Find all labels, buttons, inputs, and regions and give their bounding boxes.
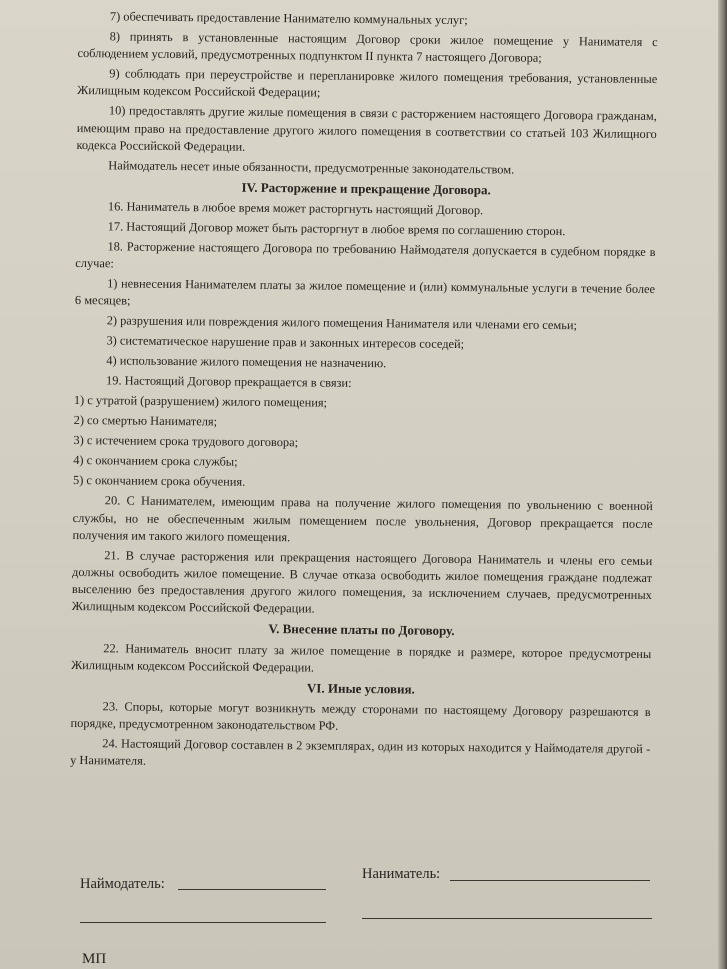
clause-18-4: 4) использование жилого помещения не назначению. — [106, 353, 387, 371]
landlord-signature-label: Наймодатель: — [80, 876, 165, 892]
clause-19-4: 4) с окончанием срока службы; — [73, 453, 238, 470]
contract-text — [70, 8, 658, 778]
clause-19-2: 2) со смертью Нанимателя; — [73, 413, 218, 429]
page-edge-shadow — [718, 0, 727, 969]
clause-7: 7) обеспечивать предоставление Нанимателю коммунальных услуг; — [109, 9, 468, 28]
clause-19: 19. Настоящий Договор прекращается в связи: — [106, 373, 352, 391]
clause-18-1: 1) невнесения Нанимателем платы за жилое помещение и (или) коммунальные услуги в течение более 6 месяцев; — [74, 276, 656, 308]
clause-20: 20. С Нанимателем, имеющим права на получение жилого помещения по увольнению с военной службы, но не обеспеченным жилым помещением после увольнения, Договор прекращается после получения им такого жилого помещения. — [72, 493, 653, 545]
clause-18: 18. Расторжение настоящего Договора по требованию Наймодателя допускается в судебном порядке в случае: — [75, 239, 656, 271]
clause-22: 22. Наниматель вносит плату за жилое помещение в порядке и размере, которое предусмотрены Жилищным кодексом Российской Федерации. — [71, 640, 652, 675]
landlord-other-duties: Наймодатель несет иные обязанности, предусмотренные законодательством. — [108, 158, 515, 177]
clause-24: 24. Настоящий Договор составлен в 2 экземплярах, один из которых находится у Наймодателя другой - у Нанимателя. — [70, 736, 651, 769]
clause-17: 17. Настоящий Договор может быть расторгнут в любое время по соглашению сторон. — [107, 219, 566, 239]
clause-23: 23. Споры, которые могут возникнуть между сторонами по настоящему Договору разрешаются в порядке, предусмотренном законодательством РФ. — [70, 699, 651, 734]
section-6-heading: VI. Иные условия. — [306, 680, 415, 697]
clause-16: 16. Наниматель в любое время может расторгнуть настоящий Договор. — [107, 199, 484, 218]
stamp-place-label: МП — [82, 951, 107, 967]
tenant-signature-line — [450, 880, 650, 881]
clause-8: 8) принять в установленные настоящим Договор сроки жилое помещение у Нанимателя с соблюдением условий, предусмотренных подпунктом II пункта 7 настоящего Договора; — [77, 29, 658, 66]
landlord-second-line — [80, 922, 326, 923]
landlord-signature-line — [178, 889, 326, 890]
clause-21: 21. В случае расторжения или прекращения настоящего Договора Наниматель и члены его семьи должны освободить жилое помещение. В случае отказа освободить жилое помещения граждане подлежат выселению без предоставления другого жилого помещения, за исключением случаев, предусмотренных Жилищным кодексом Российской Федерации. — [71, 548, 653, 616]
section-4-heading: IV. Расторжение и прекращение Договора. — [241, 179, 491, 198]
clause-10: 10) предоставлять другие жилые помещения в связи с расторжением настоящего Договора гражданам, имеющим право на предоставление другого жилого помещения в соответствии со статьей 103 Жилищного кодекса Российской Федерации. — [76, 103, 657, 154]
tenant-second-line — [362, 918, 652, 919]
clause-18-2: 2) разрушения или повреждения жилого помещения Нанимателя или членами его семьи; — [106, 313, 578, 333]
section-5-heading: V. Внесение платы по Договору. — [268, 621, 455, 639]
clause-19-5: 5) с окончанием срока обучения. — [72, 473, 246, 490]
clause-9: 9) соблюдать при переустройстве и перепланировке жилого помещения требования, установленные Жилищным кодексом Российской Федерации; — [77, 66, 658, 100]
clause-18-3: 3) систематическое нарушение прав и законных интересов соседей; — [106, 333, 465, 352]
clause-19-3: 3) с истечением срока трудового договора; — [73, 433, 299, 450]
clause-19-1: 1) с утратой (разрушением) жилого помещения; — [73, 393, 328, 411]
tenant-signature-label: Наниматель: — [362, 866, 441, 882]
